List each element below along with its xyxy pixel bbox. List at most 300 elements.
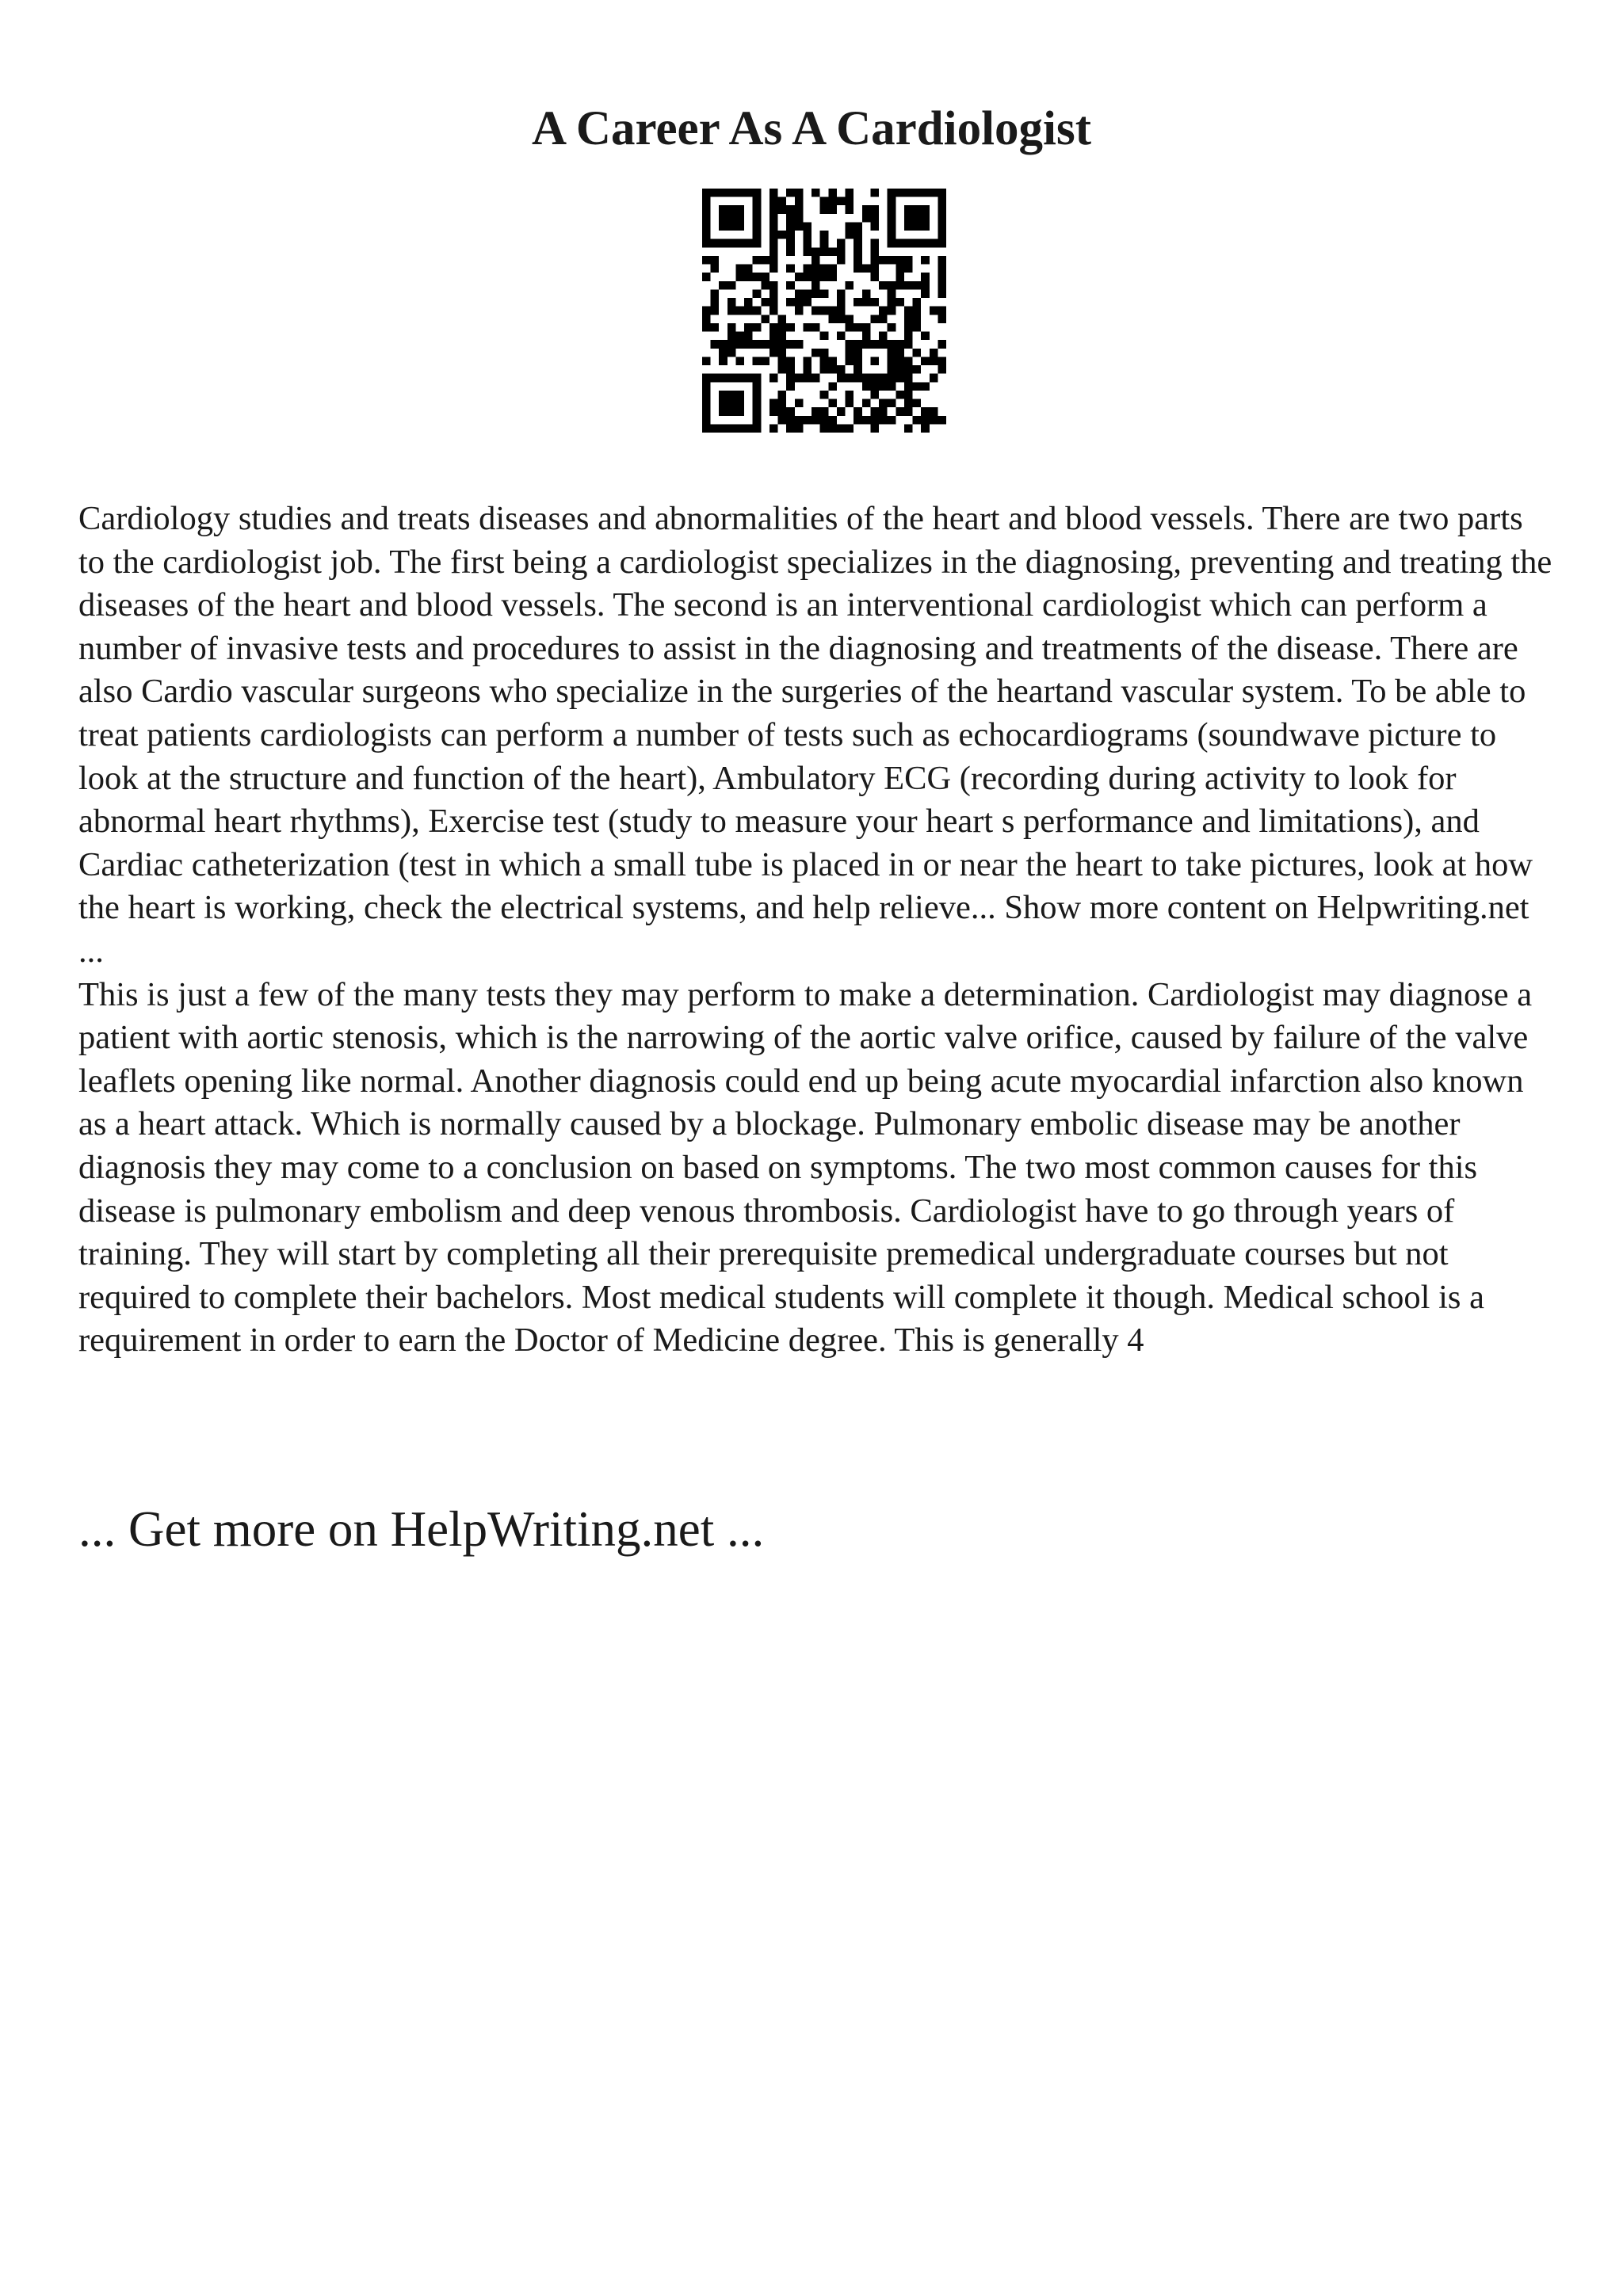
- qr-module: [846, 374, 854, 383]
- qr-module: [854, 349, 862, 357]
- qr-module: [735, 307, 744, 315]
- qr-module: [828, 197, 837, 206]
- qr-module: [870, 298, 879, 307]
- qr-module: [820, 332, 829, 341]
- qr-module: [744, 340, 753, 349]
- qr-module: [803, 265, 812, 273]
- qr-module: [854, 256, 862, 265]
- qr-module: [702, 256, 711, 265]
- qr-module: [786, 340, 795, 349]
- qr-module: [938, 265, 946, 273]
- qr-module: [719, 374, 727, 383]
- qr-module: [753, 340, 762, 349]
- qr-module: [744, 307, 753, 315]
- qr-module: [888, 222, 896, 231]
- qr-module: [888, 256, 896, 265]
- qr-module: [904, 214, 913, 223]
- qr-module: [769, 197, 778, 206]
- qr-module: [837, 407, 846, 416]
- qr-module: [938, 340, 946, 349]
- qr-module: [837, 289, 846, 298]
- qr-module: [837, 239, 846, 248]
- qr-module: [803, 273, 812, 281]
- qr-module: [820, 205, 829, 214]
- qr-module: [870, 357, 879, 365]
- qr-module: [786, 214, 795, 223]
- qr-module: [702, 214, 711, 223]
- qr-module: [786, 239, 795, 248]
- qr-module: [753, 273, 762, 281]
- qr-module: [753, 407, 762, 416]
- qr-module: [904, 307, 913, 315]
- qr-module: [786, 298, 795, 307]
- qr-module: [711, 256, 720, 265]
- qr-module: [904, 281, 913, 290]
- qr-module: [854, 416, 862, 425]
- qr-module: [930, 307, 938, 315]
- qr-module: [769, 281, 778, 290]
- qr-module: [913, 349, 922, 357]
- qr-module: [854, 365, 862, 374]
- qr-module: [812, 247, 820, 256]
- qr-module: [812, 273, 820, 281]
- qr-module: [846, 340, 854, 349]
- qr-module: [761, 256, 769, 265]
- qr-module: [854, 407, 862, 416]
- qr-module: [870, 382, 879, 391]
- qr-module: [846, 323, 854, 332]
- qr-module: [735, 374, 744, 383]
- qr-module: [938, 214, 946, 223]
- qr-module: [846, 231, 854, 239]
- qr-module: [820, 273, 829, 281]
- qr-module: [870, 189, 879, 197]
- qr-module: [753, 357, 762, 365]
- qr-module: [778, 399, 787, 408]
- qr-module: [786, 424, 795, 433]
- qr-module: [820, 247, 829, 256]
- qr-module: [812, 323, 820, 332]
- qr-module: [828, 382, 837, 391]
- qr-module: [904, 315, 913, 323]
- qr-module: [921, 214, 930, 223]
- qr-module: [896, 298, 904, 307]
- qr-module: [896, 281, 904, 290]
- qr-module: [904, 323, 913, 332]
- qr-module: [904, 365, 913, 374]
- qr-module: [921, 256, 930, 265]
- qr-module: [846, 197, 854, 206]
- qr-module: [913, 281, 922, 290]
- qr-module: [930, 416, 938, 425]
- qr-module: [719, 407, 727, 416]
- qr-module: [921, 281, 930, 290]
- qr-module: [913, 399, 922, 408]
- qr-module: [938, 205, 946, 214]
- qr-module: [828, 247, 837, 256]
- qr-module: [846, 205, 854, 214]
- qr-module: [896, 273, 904, 281]
- qr-module: [862, 298, 871, 307]
- qr-module: [862, 374, 871, 383]
- qr-module: [921, 205, 930, 214]
- qr-module: [803, 365, 812, 374]
- qr-module: [828, 205, 837, 214]
- qr-module: [870, 340, 879, 349]
- qr-module: [930, 407, 938, 416]
- qr-module: [862, 289, 871, 298]
- qr-module: [795, 416, 804, 425]
- qr-module: [921, 332, 930, 341]
- qr-module: [879, 340, 888, 349]
- qr-module: [930, 357, 938, 365]
- qr-module: [888, 281, 896, 290]
- qr-module: [727, 298, 736, 307]
- qr-module: [702, 205, 711, 214]
- qr-module: [803, 323, 812, 332]
- qr-module: [744, 189, 753, 197]
- qr-module: [769, 265, 778, 273]
- qr-module: [888, 205, 896, 214]
- qr-module: [904, 205, 913, 214]
- qr-module: [896, 340, 904, 349]
- page-title: A Career As A Cardiologist: [531, 102, 1092, 155]
- article-paragraph-2: This is just a few of the many tests they may perform to make a determination. Cardiologist may diagnose a patient with aortic stenosis, which is the narrowing of the aortic valve orifice, caused by failure of the valve leaflets opening like normal. Another diagnosis could end up being acute myocardial infarction also known as a heart attack. Which is normally caused by a blockage. Pulmonary embolic disease may be another diagnosis they may come to a conclusion on based on symptoms. The two most common causes for this disease is pulmonary embolism and deep venous thrombosis. Cardiologist have to go through years of training. They will start by completing all their prerequisite premedical undergraduate courses but not required to complete their bachelors. Most medical students will complete it though. Medical school is a requirement in order to earn the Doctor of Medicine degree. This is generally 4: [78, 975, 1533, 1360]
- qr-module: [795, 222, 804, 231]
- qr-module: [938, 256, 946, 265]
- qr-module: [846, 281, 854, 290]
- qr-module: [913, 365, 922, 374]
- qr-module: [744, 424, 753, 433]
- qr-module: [753, 374, 762, 383]
- qr-module: [828, 315, 837, 323]
- qr-module: [786, 205, 795, 214]
- qr-module: [904, 256, 913, 265]
- qr-module: [896, 256, 904, 265]
- qr-module: [803, 416, 812, 425]
- qr-module: [921, 239, 930, 248]
- qr-module: [786, 416, 795, 425]
- qr-module: [854, 231, 862, 239]
- qr-module: [870, 416, 879, 425]
- qr-module: [896, 391, 904, 399]
- qr-module: [812, 189, 820, 197]
- qr-module: [854, 298, 862, 307]
- qr-module: [727, 214, 736, 223]
- qr-module: [744, 273, 753, 281]
- qr-module: [786, 265, 795, 273]
- qr-module: [812, 289, 820, 298]
- qr-module: [888, 289, 896, 298]
- qr-module: [888, 349, 896, 357]
- qr-module: [753, 205, 762, 214]
- qr-module: [888, 307, 896, 315]
- qr-module: [786, 231, 795, 239]
- qr-module: [744, 323, 753, 332]
- qr-module: [719, 391, 727, 399]
- qr-module: [795, 289, 804, 298]
- qr-module: [879, 307, 888, 315]
- qr-module: [888, 340, 896, 349]
- qr-module: [719, 399, 727, 408]
- qr-module: [735, 407, 744, 416]
- qr-module: [778, 340, 787, 349]
- qr-module: [854, 340, 862, 349]
- qr-module: [938, 357, 946, 365]
- qr-module: [761, 273, 769, 281]
- qr-module: [828, 273, 837, 281]
- qr-module: [744, 265, 753, 273]
- qr-module: [820, 416, 829, 425]
- qr-module: [702, 231, 711, 239]
- qr-module: [727, 399, 736, 408]
- qr-module: [846, 391, 854, 399]
- qr-module: [727, 424, 736, 433]
- qr-module: [719, 357, 727, 365]
- qr-module: [753, 197, 762, 206]
- qr-module: [769, 205, 778, 214]
- qr-module: [820, 349, 829, 357]
- qr-module: [711, 298, 720, 307]
- qr-module: [896, 374, 904, 383]
- qr-module: [769, 332, 778, 341]
- qr-module: [727, 374, 736, 383]
- qr-module: [879, 399, 888, 408]
- qr-module: [862, 399, 871, 408]
- qr-module: [786, 323, 795, 332]
- qr-module: [904, 391, 913, 399]
- get-more-link[interactable]: ... Get more on HelpWriting.net ...: [78, 1501, 765, 1557]
- qr-module: [744, 374, 753, 383]
- qr-module: [846, 424, 854, 433]
- qr-module: [735, 205, 744, 214]
- qr-module: [888, 357, 896, 365]
- qr-module: [744, 298, 753, 307]
- qr-module: [769, 374, 778, 383]
- qr-module: [786, 281, 795, 290]
- qr-module: [735, 340, 744, 349]
- qr-module: [778, 391, 787, 399]
- qr-module: [913, 205, 922, 214]
- qr-module: [711, 424, 720, 433]
- qr-module: [913, 323, 922, 332]
- qr-module: [921, 222, 930, 231]
- qr-module: [837, 365, 846, 374]
- qr-module: [846, 189, 854, 197]
- qr-module: [837, 307, 846, 315]
- qr-module: [786, 374, 795, 383]
- qr-module: [812, 374, 820, 383]
- qr-module: [862, 214, 871, 223]
- qr-module: [803, 374, 812, 383]
- qr-module: [735, 424, 744, 433]
- qr-module: [846, 357, 854, 365]
- qr-module: [854, 247, 862, 256]
- qr-module: [837, 374, 846, 383]
- qr-module: [719, 340, 727, 349]
- qr-module: [761, 315, 769, 323]
- qr-module: [921, 357, 930, 365]
- qr-module: [820, 289, 829, 298]
- qr-module: [753, 399, 762, 408]
- qr-module: [846, 222, 854, 231]
- qr-module: [930, 239, 938, 248]
- qr-module: [702, 197, 711, 206]
- qr-module: [888, 382, 896, 391]
- qr-module: [711, 323, 720, 332]
- qr-module: [828, 307, 837, 315]
- qr-module: [828, 189, 837, 197]
- qr-module: [846, 349, 854, 357]
- qr-module: [870, 407, 879, 416]
- qr-module: [786, 189, 795, 197]
- qr-module: [727, 323, 736, 332]
- qr-module: [803, 289, 812, 298]
- qr-module: [870, 273, 879, 281]
- qr-module: [778, 231, 787, 239]
- qr-module: [888, 214, 896, 223]
- qr-module: [795, 374, 804, 383]
- qr-module: [702, 307, 711, 315]
- qr-module: [888, 197, 896, 206]
- qr-module: [904, 374, 913, 383]
- qr-module: [938, 231, 946, 239]
- qr-module: [753, 239, 762, 248]
- qr-module: [769, 323, 778, 332]
- qr-module: [888, 231, 896, 239]
- qr-module: [702, 391, 711, 399]
- qr-module: [702, 239, 711, 248]
- qr-module: [904, 265, 913, 273]
- qr-module: [870, 214, 879, 223]
- qr-module: [727, 239, 736, 248]
- qr-module: [795, 189, 804, 197]
- qr-module: [735, 357, 744, 365]
- qr-module: [812, 416, 820, 425]
- qr-module: [744, 239, 753, 248]
- qr-module: [862, 382, 871, 391]
- qr-module: [812, 407, 820, 416]
- qr-module: [812, 265, 820, 273]
- qr-module: [862, 340, 871, 349]
- qr-module: [769, 189, 778, 197]
- qr-module: [778, 205, 787, 214]
- qr-module: [820, 197, 829, 206]
- qr-module: [879, 407, 888, 416]
- qr-module: [778, 416, 787, 425]
- qr-module: [719, 281, 727, 290]
- qr-module: [938, 189, 946, 197]
- qr-module: [837, 298, 846, 307]
- qr-module: [753, 416, 762, 425]
- qr-module: [921, 407, 930, 416]
- qr-module: [888, 399, 896, 408]
- qr-module: [888, 416, 896, 425]
- qr-module: [837, 424, 846, 433]
- qr-module: [795, 273, 804, 281]
- qr-module: [761, 298, 769, 307]
- qr-module: [719, 349, 727, 357]
- qr-module: [812, 307, 820, 315]
- qr-module: [753, 323, 762, 332]
- qr-module: [702, 315, 711, 323]
- qr-module: [753, 424, 762, 433]
- qr-module: [913, 189, 922, 197]
- qr-module: [921, 189, 930, 197]
- qr-module: [812, 349, 820, 357]
- qr-module: [870, 239, 879, 248]
- qr-module: [727, 391, 736, 399]
- qr-module: [769, 214, 778, 223]
- qr-module: [930, 374, 938, 383]
- qr-module: [753, 214, 762, 223]
- qr-module: [727, 349, 736, 357]
- qr-module: [702, 399, 711, 408]
- qr-module: [870, 222, 879, 231]
- qr-module: [896, 357, 904, 365]
- qr-module: [735, 273, 744, 281]
- qr-module: [854, 265, 862, 273]
- qr-module: [769, 239, 778, 248]
- qr-module: [753, 391, 762, 399]
- qr-module: [735, 332, 744, 341]
- qr-module: [888, 374, 896, 383]
- qr-module: [795, 197, 804, 206]
- qr-module: [921, 416, 930, 425]
- qr-module: [795, 298, 804, 307]
- qr-module: [795, 307, 804, 315]
- qr-module: [837, 332, 846, 341]
- qr-module: [938, 307, 946, 315]
- qr-module: [896, 239, 904, 248]
- qr-module: [904, 222, 913, 231]
- qr-module: [846, 315, 854, 323]
- qr-module: [702, 189, 711, 197]
- qr-module: [711, 289, 720, 298]
- qr-module: [786, 382, 795, 391]
- qr-module: [820, 265, 829, 273]
- qr-module: [786, 222, 795, 231]
- qr-module: [854, 357, 862, 365]
- qr-module: [820, 407, 829, 416]
- qr-module: [820, 307, 829, 315]
- qr-module: [913, 239, 922, 248]
- qr-module: [778, 197, 787, 206]
- qr-module: [769, 298, 778, 307]
- qr-module: [870, 315, 879, 323]
- qr-module: [820, 365, 829, 374]
- qr-module: [727, 189, 736, 197]
- qr-module: [702, 273, 711, 281]
- qr-module: [888, 365, 896, 374]
- qr-module: [938, 239, 946, 248]
- qr-module: [896, 407, 904, 416]
- qr-module: [702, 407, 711, 416]
- qr-module: [904, 357, 913, 365]
- qr-module: [753, 222, 762, 231]
- qr-module: [786, 357, 795, 365]
- qr-module: [753, 231, 762, 239]
- qr-module: [879, 256, 888, 265]
- qr-module: [769, 256, 778, 265]
- qr-code-icon[interactable]: [702, 189, 946, 433]
- qr-module: [888, 323, 896, 332]
- qr-module: [879, 374, 888, 383]
- qr-module: [862, 205, 871, 214]
- qr-module: [820, 424, 829, 433]
- qr-module: [711, 374, 720, 383]
- qr-module: [702, 323, 711, 332]
